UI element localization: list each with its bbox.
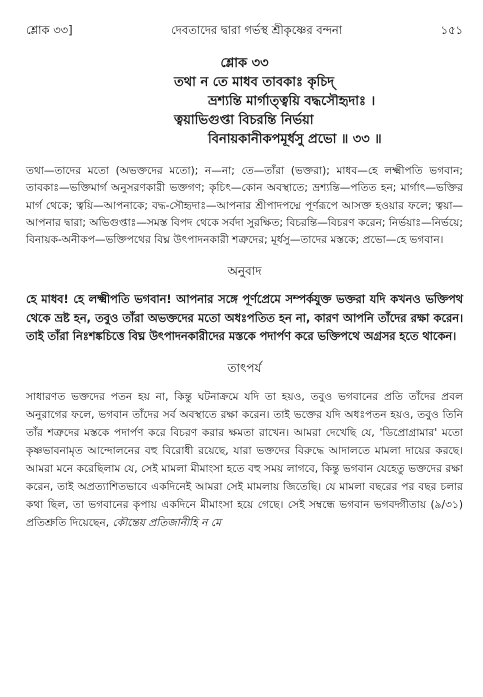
purport-body: সাধারণত ভক্তদের পতন হয় না, কিন্তু ঘটনাক্রমে যদি তা হয়ও, তবুও ভগবানের প্রতি তাঁদের প্রবল অনুরাগের ফলে, ভগবান তাঁদের সর্ব অবস্থাতে রক্ষা করেন। তাই ভক্তের যদি অধঃপতন হয়ও, তবুও তিনি তাঁর শত্রুদের মস্তকে পদার্পণ করে বিচরণ করার ক্ষমতা রাখেন। আমরা দেখেছি যে, 'ডিপ্রোগ্রামার' মতো কৃষ্ণভাবনামৃত আন্দোলনের বহু বিরোধী রয়েছে, যারা ভক্তদের বিরুদ্ধে আদালতে মামলা দায়ের করছে। আমরা মনে করেছিলাম যে, সেই মামলা মীমাংসা হতে বহু সময় লাগবে, কিন্তু ভগবান যেহেতু ভক্তদের রক্ষা করেন, তাই অপ্রত্যাশিতভাবে একদিনেই আমরা সেই মামলায় জিতেছি। যে মামলা বছরের পর বছর চলার কথা ছিল, তা ভগবানের কৃপায় একদিনে মীমাংসা হয়ে গেছে। সেই সম্বন্ধে ভগবান ভগবদ্গীতায় (৯/৩১) প্রতিশ্রুতি দিয়েছেন, xyxy=(26,391,463,530)
translation-heading: অনুবাদ xyxy=(227,264,262,279)
word-meanings: তথা—তাদের মতো (অভক্তদের মতো); ন—না; তে—তাঁরা (ভক্তরা); মাধব—হে লক্ষ্মীপতি ভগবান; তাবকাঃ—ভক্তিমার্গ অনুসরণকারী ভক্তগণ; কৃচিৎ—কোন অবস্থাতে; ভ্রশ্যন্তি—পতিত হন; মার্গাৎ—ভক্তির মার্গ থেকে; ত্বয়ি—আপনাকে; বদ্ধ-সৌহৃদাঃ—আপনার শ্রীপাদপদ্মে পূর্ণরূপে আসক্ত হওয়ার ফলে; ত্বয়া—আপনার দ্বারা; অভিগুপ্তাঃ—সমস্ত বিপদ থেকে সর্বদা সুরক্ষিত; বিচরন্তি—বিচরণ করেন; নির্ভয়াঃ—নির্ভয়ে; বিনায়ক-অনীকপ—ভক্তিপথের বিঘ্ন উৎপাদনকারী শত্রুদের; মূর্ধসু—তাদের মস্তকে; প্রভো—হে ভগবান। xyxy=(26,165,463,247)
translation-text: হে মাধব! হে লক্ষ্মীপতি ভগবান! আপনার সঙ্গে পূর্ণপ্রেমে সম্পর্কযুক্ত ভক্তরা যদি কখনও ভক্তিপথ থেকে ভ্রষ্ট হন, তবুও তাঁরা অভক্তদের মতো অধঃপতিত হন না, কারণ আপনি তাঁদের রক্ষা করেন। তাই তাঁরা নিঃশঙ্কচিত্তে বিঘ্ন উৎপাদনকারীদের মস্তকে পদার্পণ করে ভক্তিপথে অগ্রসর হতে থাকেন। xyxy=(26,293,463,344)
verse-reference: শ্লোক ৩৩] xyxy=(26,23,73,37)
purport-quote: কৌন্তেয় প্রতিজানীহি ন মে xyxy=(112,517,222,530)
verse-line: ভ্রশ্যন্তি মার্গাত্ত্বয়ি বদ্ধসৌহৃদাঃ । xyxy=(208,94,376,109)
chapter-title: দেবতাদের দ্বারা গর্ভস্থ শ্রীকৃষ্ণের বন্দনা xyxy=(171,23,343,37)
verse-line: ত্বয়াভিগুপ্তা বিচরন্তি নির্ভয়া xyxy=(174,113,314,128)
verse-title: শ্লোক ৩৩ xyxy=(220,56,269,71)
verse-line: বিনায়কানীকপমূর্ধসু প্রভো ॥ ৩৩ ॥ xyxy=(208,132,382,147)
page-header xyxy=(26,0,463,40)
verse-line: তথা ন তে মাধব তাবকাঃ কৃচিদ্ xyxy=(174,75,335,90)
purport-heading: তাৎপর্য xyxy=(227,361,262,376)
sanskrit-verse xyxy=(26,54,463,149)
page-number: ১৫১ xyxy=(440,23,463,37)
purport-text xyxy=(26,388,463,532)
